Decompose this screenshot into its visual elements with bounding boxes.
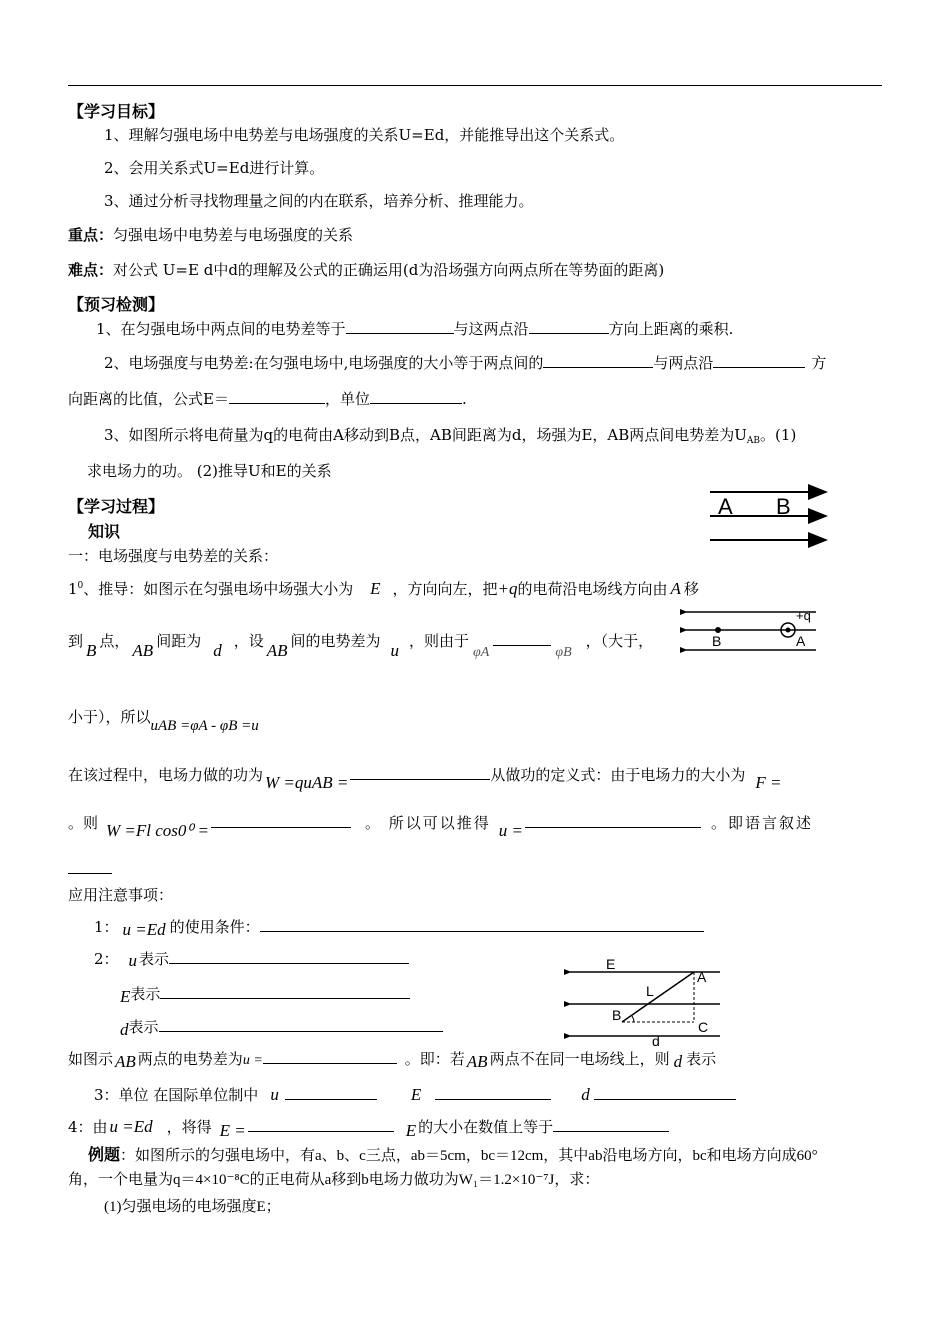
note-2: [94, 948, 409, 969]
preview-q1-text3: 方向上距离的乘积.: [608, 320, 734, 338]
point-4-line: [68, 1116, 669, 1140]
goal-item-2: 2、会用关系式U=Ed进行计算。: [104, 159, 325, 177]
key-point-label: 重点：: [68, 226, 114, 244]
p1-sup: 0: [77, 581, 84, 591]
preview-q3: [104, 424, 796, 446]
blank[interactable]: [435, 1084, 551, 1100]
units-text: 3：单位 在国际单位制中: [94, 1086, 259, 1104]
p3-text: 小于），所以: [68, 708, 151, 726]
fig2-label-a: A: [796, 633, 806, 649]
difficult-point: [68, 259, 664, 280]
symbol-phi-b: φB: [555, 645, 572, 660]
blank[interactable]: [169, 948, 409, 964]
derivation-line-2: [68, 630, 654, 660]
preview-q1-text2: 与这两点沿: [453, 320, 529, 338]
note3-text4: 两点不在同一电场线上，则: [489, 1050, 670, 1068]
symbol-u-3: u: [270, 1085, 279, 1104]
key-point: [68, 224, 353, 245]
p4line-text3: 的大小在数值上等于: [418, 1118, 554, 1136]
symbol-b: B: [86, 641, 97, 660]
formula-uab: uAB =φA - φB =u: [150, 718, 259, 734]
example-line-1: [88, 1142, 818, 1165]
figure-charge-field: [680, 604, 820, 656]
symbol-ab-3: AB: [115, 1052, 136, 1071]
section1-text: 一：电场强度与电势差的关系：: [68, 547, 279, 565]
blank[interactable]: [529, 318, 609, 334]
symbol-u: u: [390, 641, 400, 660]
p5-text2: 。 所以可以推得: [364, 814, 491, 832]
units-line: [94, 1084, 736, 1105]
note1-num: 1：: [94, 918, 119, 936]
example-question-1: (1)匀强电场的电场强度E；: [104, 1199, 281, 1215]
blank[interactable]: [493, 635, 551, 646]
p1-text: 、推导：如图示在匀强电场中场强大小为: [83, 580, 354, 598]
example-text1: ：如图所示的匀强电场中，有a、b、c三点，ab＝5cm，bc＝12cm，其中ab沿电场方向，bc和电场方向成60°: [120, 1148, 818, 1164]
p4line-text2: ，将得: [166, 1118, 212, 1136]
preview-q2-cont: [68, 388, 467, 409]
preview-title: 【预习检测】: [68, 295, 165, 314]
preview-q1-text: 1、在匀强电场中两点间的电势差等于: [96, 320, 346, 338]
fig3-a: A: [697, 969, 707, 985]
p4-text2: 从做功的定义式：由于电场力的大小为: [490, 766, 746, 784]
blank[interactable]: [260, 916, 704, 932]
blank[interactable]: [211, 812, 351, 828]
derivation-line-4: [68, 764, 782, 792]
derivation-line-1: [68, 578, 699, 599]
fig3-e: E: [606, 956, 616, 972]
section1-heading: [68, 545, 278, 566]
note2-text: 表示: [139, 950, 170, 968]
p1-text2: ，方向向左，把: [392, 580, 498, 598]
symbol-ab-2: AB: [266, 641, 288, 660]
note1-text: 的使用条件：: [169, 918, 260, 936]
process-title: 【学习过程】: [68, 497, 165, 516]
p2-text: 到: [68, 632, 84, 650]
derivation-line-3: [68, 706, 259, 734]
fig2-charge: +q: [796, 608, 811, 623]
goal-item-3: 3、通过分析寻找物理量之间的内在联系，培养分析、推理能力。: [104, 192, 534, 210]
note2-d-text: 表示: [128, 1018, 159, 1036]
blank[interactable]: [68, 858, 112, 874]
preview-q2: [104, 352, 826, 373]
preview-q2-text6: .: [461, 390, 467, 408]
goal-item-1: 1、理解匀强电场中电势差与电场强度的关系U=Ed，并能推导出这个关系式。: [104, 126, 625, 144]
segment-ab: [622, 972, 694, 1022]
blank[interactable]: [263, 1048, 397, 1064]
formula-u-ed-2: u =Ed: [109, 1117, 153, 1136]
symbol-plus-q: +q: [497, 579, 518, 598]
blank[interactable]: [346, 318, 454, 334]
formula-u-2: u =: [242, 1053, 263, 1068]
p1-text4: 移: [683, 580, 699, 598]
difficult-point-label: 难点：: [68, 261, 114, 279]
symbol-e: E: [370, 579, 381, 598]
blank[interactable]: [525, 812, 701, 828]
knowledge-heading: 知识: [88, 522, 121, 541]
formula-work: W =quAB =: [265, 773, 349, 792]
fig3-d: d: [652, 1033, 660, 1048]
preview-q3-sub: AB: [746, 436, 761, 446]
symbol-ab: AB: [132, 641, 154, 660]
symbol-ab-4: AB: [466, 1052, 488, 1071]
symbol-e-4: E: [405, 1121, 417, 1140]
symbol-d: d: [213, 641, 222, 660]
example-label: 例题: [88, 1145, 121, 1164]
symbol-d-3: d: [673, 1052, 683, 1071]
p2-text7: ，（大于，: [585, 632, 654, 650]
p1-num: 1: [68, 580, 78, 598]
preview-q3-text: 3、如图所示将电荷量为q的电荷由A移动到B点，AB间距离为d，场强为E，AB两点间电势差为U: [104, 426, 747, 444]
fig2-label-b: B: [712, 633, 722, 649]
preview-q2-text2: 与两点沿: [653, 354, 714, 372]
p4line-text: 4：由: [68, 1118, 108, 1136]
preview-q1: [96, 318, 733, 339]
blank[interactable]: [285, 1084, 377, 1100]
key-point-text: 匀强电场中电势差与电场强度的关系: [113, 226, 354, 244]
difficult-point-text: 对公式 U=E d中d的理解及公式的正确运用(d为沿场强方向两点所在等势面的距离): [113, 261, 665, 279]
blank[interactable]: [370, 388, 462, 404]
p1-text3: 的电荷沿电场线方向由: [517, 580, 668, 598]
preview-q3-text2: 。(1): [760, 426, 797, 444]
header-rule: [68, 85, 882, 86]
fig1-label-b: B: [776, 494, 791, 519]
blank[interactable]: [160, 983, 410, 999]
charge-dot: [786, 628, 791, 633]
symbol-u-2: u: [128, 951, 138, 970]
note-2-e: [120, 983, 410, 1004]
formula-u-ed: u =Ed: [122, 920, 166, 939]
note2-e-text: 表示: [130, 985, 161, 1003]
formula-fl: W =Fl cos0⁰ =: [106, 821, 209, 840]
preview-q2-text: 2、电场强度与电势差:在匀强电场中,电场强度的大小等于两点间的: [104, 354, 544, 372]
symbol-phi-a: φA: [473, 645, 490, 660]
note3-text: 如图示: [68, 1050, 114, 1068]
formula-f: F =: [755, 773, 782, 792]
note-3: [68, 1048, 716, 1069]
formula-u: u =: [498, 821, 523, 840]
blank[interactable]: [248, 1116, 394, 1132]
fig3-c: C: [698, 1019, 709, 1035]
preview-q2-text3: 方: [811, 354, 827, 372]
note3-text2: 两点的电势差为: [137, 1050, 243, 1068]
figure-field-lines-ab: [704, 484, 834, 550]
angle-arc: [632, 1016, 634, 1022]
p2-text5: 间的电势差为: [290, 632, 381, 650]
symbol-e-2: E: [120, 987, 131, 1006]
p4-text: 在该过程中，电场力做的功为: [68, 766, 264, 784]
preview-q2-text5: ，单位: [324, 390, 370, 408]
fig3-l: L: [646, 983, 654, 999]
figure-triangle-field: [564, 956, 724, 1048]
symbol-d-4: d: [581, 1085, 590, 1104]
p5-text: 。则: [68, 814, 99, 832]
p2-text2: 点，: [99, 632, 130, 650]
blank[interactable]: [713, 352, 805, 368]
note3-text3: 。即：若: [404, 1050, 465, 1068]
derivation-line-5: [68, 812, 813, 840]
note2-num: 2：: [94, 950, 119, 968]
preview-q2-text4: 向距离的比值，公式E＝: [68, 390, 229, 408]
blank[interactable]: [229, 388, 325, 404]
example-line-2: 角，一个电量为q＝4×10⁻⁸C的正电荷从a移到b电场力做功为W₁＝1.2×10⁻⁷J，求：: [68, 1172, 600, 1188]
fig1-label-a: A: [718, 494, 733, 519]
note3-text5: 表示: [686, 1050, 717, 1068]
note-2-d: [120, 1016, 443, 1037]
blank[interactable]: [543, 352, 653, 368]
blank[interactable]: [594, 1084, 736, 1100]
formula-e: E =: [219, 1121, 246, 1140]
p2-text6: ，则由于: [409, 632, 470, 650]
preview-q3-cont: 求电场力的功。 (2)推导U和E的关系: [87, 462, 332, 480]
p5-text3: 。即语言叙述: [710, 814, 813, 832]
goals-title: 【学习目标】: [68, 102, 165, 121]
symbol-d-2: d: [120, 1020, 129, 1039]
fig3-b: B: [612, 1007, 622, 1023]
note-1: [94, 916, 704, 937]
p2-text4: ，设: [233, 632, 264, 650]
symbol-a: A: [670, 579, 681, 598]
symbol-e-3: E: [410, 1085, 422, 1104]
blank[interactable]: [350, 764, 490, 780]
notes-title: 应用注意事项：: [68, 886, 174, 904]
blank[interactable]: [159, 1016, 443, 1032]
p2-text3: 间距为: [156, 632, 202, 650]
blank[interactable]: [553, 1116, 669, 1132]
